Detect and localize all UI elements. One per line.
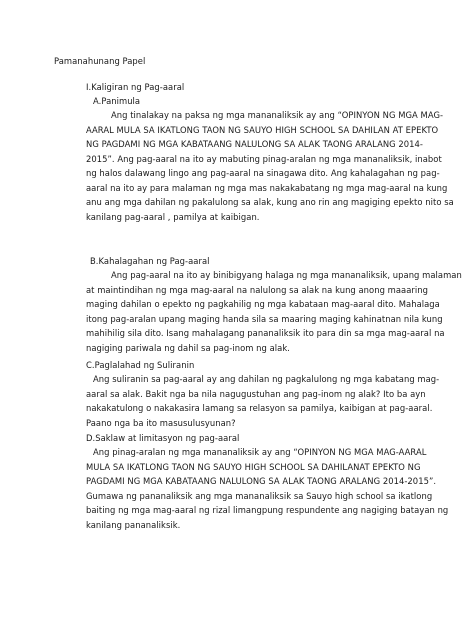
paragraph-line: NG PAGDAMI NG MGA KABATAANG NALULONG SA ALAK TAONG ARALANG 2014-	[86, 139, 423, 149]
subheading-kahalagahan: B.Kahalagahan ng Pag-aaral	[90, 256, 210, 266]
paragraph-line: aaral sa alak. Bakit nga ba nila nagugustuhan ang pag-inom ng alak? Ito ba ayn	[86, 388, 426, 399]
paragraph-line: 2015”. Ang pag-aaral na ito ay mabuting pinag-aralan ng mga mananaliksik, inabot	[86, 153, 442, 164]
paragraph-line: kanilang pananaliksik.	[86, 519, 181, 530]
paragraph-line: Gumawa ng pananaliksik ang mga mananaliksik sa Sauyo high school sa ikatlong	[86, 490, 433, 501]
paragraph-line: aaral na ito ay para malaman ng mga mas nakakabatang ng mga mag-aaral na kung	[86, 182, 448, 193]
paragraph-line: Ang tinalakay na paksa ng mga mananaliksik ay ang “OPINYON NG MGA MAG-	[111, 110, 444, 120]
paragraph-line: PAGDAMI NG MGA KABATAANG NALULONG SA ALAK TAONG ARALANG 2014-2015”.	[86, 476, 437, 486]
paragraph-line: nakakatulong o nakakasira lamang sa relasyon sa pamilya, kaibigan at pag-aaral.	[86, 403, 433, 413]
paragraph-line: nagiging pariwala ng dahil sa pag-inom ng alak.	[86, 342, 290, 353]
paragraph-line: MULA SA IKATLONG TAON NG SAUYO HIGH SCHOOL SA DAHILANAT EPEKTO NG	[86, 461, 421, 472]
paragraph-line: ng halos dalawang lingo ang pag-aaral na sinagawa dito. Ang kahalagahan ng pag-	[86, 168, 440, 178]
paragraph-line: baiting ng mga mag-aaral ng rizal limangpung respundente ang nagiging batayan ng	[86, 505, 449, 515]
paragraph-line: itong pag-aralan upang maging handa sila sa maaring maging kahinatnan nila kung	[86, 313, 443, 324]
subheading-panimula: A.Panimula	[93, 96, 141, 106]
document-title: Pamanahunang Papel	[54, 56, 146, 66]
paragraph-line: anu ang mga dahilan ng pakalulong sa alak, kung ano rin ang magiging epekto nito sa	[86, 197, 454, 207]
section-heading-kaligiran: I.Kaligiran ng Pag-aaral	[86, 82, 185, 92]
paragraph-line: maging dahilan o epekto ng pagkahilig ng mga kabataan mag-aaral dito. Mahalaga	[86, 299, 440, 309]
subheading-saklaw: D.Saklaw at limitasyon ng pag-aaral	[86, 433, 240, 443]
paragraph-line: mahihilig sila dito. Isang mahalagang pananaliksik ito para din sa mga mag-aaral na	[86, 328, 445, 338]
paragraph-line: at maintindihan ng mga mag-aaral na nalulong sa alak na kung anong maaaring	[86, 284, 428, 295]
paragraph-line: Paano nga ba ito masusulusyunan?	[86, 417, 236, 428]
paragraph-line: kanilang pag-aaral , pamilya at kaibigan.	[86, 211, 260, 222]
paragraph-line: Ang pag-aaral na ito ay binibigyang halaga ng mga mananaliksik, upang malaman	[111, 270, 462, 280]
paragraph-line: Ang pinag-aralan ng mga mananaliksik ay ang “OPINYON NG MGA MAG-AARAL	[93, 447, 427, 457]
subheading-paglalahad: C.Paglalahad ng Suliranin	[86, 360, 195, 370]
paragraph-line: AARAL MULA SA IKATLONG TAON NG SAUYO HIGH SCHOOL SA DAHILAN AT EPEKTO	[86, 124, 439, 135]
paragraph-line: Ang suliranin sa pag-aaral ay ang dahilan ng pagkalulong ng mga kabatang mag-	[93, 374, 440, 384]
